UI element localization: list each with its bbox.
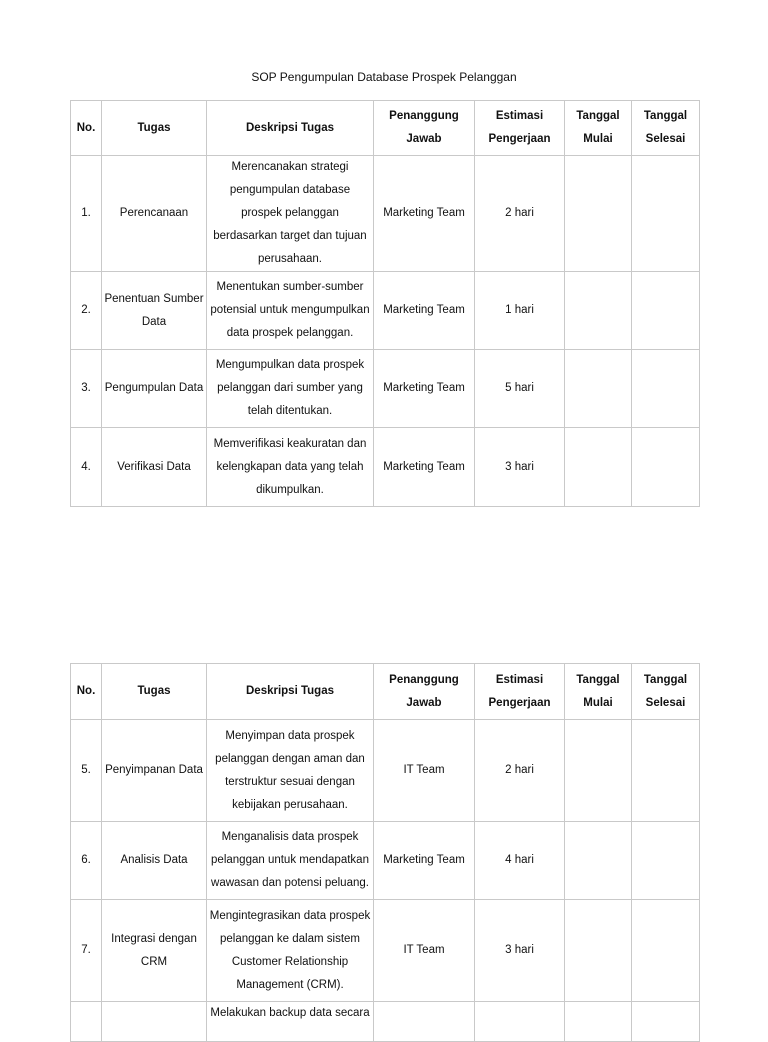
cell-penanggung-jawab: IT Team <box>374 720 475 822</box>
cell-tugas: Penentuan Sumber Data <box>102 272 207 350</box>
table-header-row <box>71 664 700 720</box>
cell-tanggal-mulai <box>565 350 632 428</box>
cell-penanggung-jawab: IT Team <box>374 900 475 1002</box>
cell-estimasi: 4 hari <box>475 822 565 900</box>
cell-no: 3. <box>71 350 102 428</box>
table-row <box>71 720 700 822</box>
table-row <box>71 900 700 1002</box>
cell-deskripsi: Merencanakan strategi pengumpulan database prospek pelanggan berdasarkan target dan tujuan perusahaan. <box>207 156 374 272</box>
cell-deskripsi: Memverifikasi keakuratan dan kelengkapan data yang telah dikumpulkan. <box>207 428 374 507</box>
cell-tanggal-mulai <box>565 1002 632 1042</box>
cell-tugas: Penyimpanan Data <box>102 720 207 822</box>
cell-penanggung-jawab: Marketing Team <box>374 350 475 428</box>
cell-tanggal-selesai <box>632 822 700 900</box>
cell-estimasi <box>475 1002 565 1042</box>
table-row <box>71 156 700 272</box>
cell-tanggal-selesai <box>632 720 700 822</box>
cell-tanggal-selesai <box>632 900 700 1002</box>
cell-penanggung-jawab: Marketing Team <box>374 156 475 272</box>
cell-tugas: Pengumpulan Data <box>102 350 207 428</box>
cell-tugas: Perencanaan <box>102 156 207 272</box>
header-tanggal-selesai: Tanggal Selesai <box>632 101 700 156</box>
cell-no: 1. <box>71 156 102 272</box>
header-tanggal-selesai: Tanggal Selesai <box>632 664 700 720</box>
header-penanggung-jawab: Penanggung Jawab <box>374 101 475 156</box>
cell-estimasi: 1 hari <box>475 272 565 350</box>
table-row <box>71 428 700 507</box>
header-tanggal-mulai: Tanggal Mulai <box>565 101 632 156</box>
header-penanggung-jawab: Penanggung Jawab <box>374 664 475 720</box>
header-deskripsi: Deskripsi Tugas <box>207 664 374 720</box>
cell-deskripsi: Menentukan sumber-sumber potensial untuk mengumpulkan data prospek pelanggan. <box>207 272 374 350</box>
cell-no: 4. <box>71 428 102 507</box>
sop-table-2 <box>70 663 700 1042</box>
sop-table-1 <box>70 100 700 507</box>
cell-tanggal-mulai <box>565 720 632 822</box>
cell-estimasi: 3 hari <box>475 428 565 507</box>
cell-estimasi: 2 hari <box>475 156 565 272</box>
cell-no: 5. <box>71 720 102 822</box>
header-no: No. <box>71 664 102 720</box>
document-title: SOP Pengumpulan Database Prospek Pelanggan <box>251 70 517 84</box>
cell-tanggal-selesai <box>632 1002 700 1042</box>
cell-tugas: Analisis Data <box>102 822 207 900</box>
header-tugas: Tugas <box>102 664 207 720</box>
cell-no: 6. <box>71 822 102 900</box>
table-row <box>71 822 700 900</box>
cell-tanggal-selesai <box>632 156 700 272</box>
cell-deskripsi: Menganalisis data prospek pelanggan untuk mendapatkan wawasan dan potensi peluang. <box>207 822 374 900</box>
cell-deskripsi: Mengumpulkan data prospek pelanggan dari sumber yang telah ditentukan. <box>207 350 374 428</box>
cell-tanggal-mulai <box>565 900 632 1002</box>
cell-tanggal-selesai <box>632 272 700 350</box>
header-deskripsi: Deskripsi Tugas <box>207 101 374 156</box>
cell-tanggal-selesai <box>632 350 700 428</box>
table-row <box>71 272 700 350</box>
header-no: No. <box>71 101 102 156</box>
cell-tanggal-mulai <box>565 822 632 900</box>
cell-tanggal-mulai <box>565 156 632 272</box>
cell-no: 2. <box>71 272 102 350</box>
cell-estimasi: 3 hari <box>475 900 565 1002</box>
header-tanggal-mulai: Tanggal Mulai <box>565 664 632 720</box>
table-header-row <box>71 101 700 156</box>
cell-deskripsi: Mengintegrasikan data prospek pelanggan ke dalam sistem Customer Relationship Management (CRM). <box>207 900 374 1002</box>
header-tugas: Tugas <box>102 101 207 156</box>
cell-tanggal-mulai <box>565 272 632 350</box>
table-row <box>71 350 700 428</box>
cell-penanggung-jawab: Marketing Team <box>374 822 475 900</box>
cell-penanggung-jawab: Marketing Team <box>374 272 475 350</box>
cell-estimasi: 2 hari <box>475 720 565 822</box>
cell-no <box>71 1002 102 1042</box>
cell-tugas: Integrasi dengan CRM <box>102 900 207 1002</box>
cell-tugas: Verifikasi Data <box>102 428 207 507</box>
cell-tanggal-mulai <box>565 428 632 507</box>
cell-penanggung-jawab <box>374 1002 475 1042</box>
cell-estimasi: 5 hari <box>475 350 565 428</box>
cell-no: 7. <box>71 900 102 1002</box>
cell-penanggung-jawab: Marketing Team <box>374 428 475 507</box>
header-estimasi: Estimasi Pengerjaan <box>475 664 565 720</box>
cell-deskripsi: Menyimpan data prospek pelanggan dengan aman dan terstruktur sesuai dengan kebijakan perusahaan. <box>207 720 374 822</box>
cell-deskripsi: Melakukan backup data secara <box>207 1002 374 1042</box>
table-row <box>71 1002 700 1042</box>
cell-tanggal-selesai <box>632 428 700 507</box>
cell-tugas <box>102 1002 207 1042</box>
header-estimasi: Estimasi Pengerjaan <box>475 101 565 156</box>
